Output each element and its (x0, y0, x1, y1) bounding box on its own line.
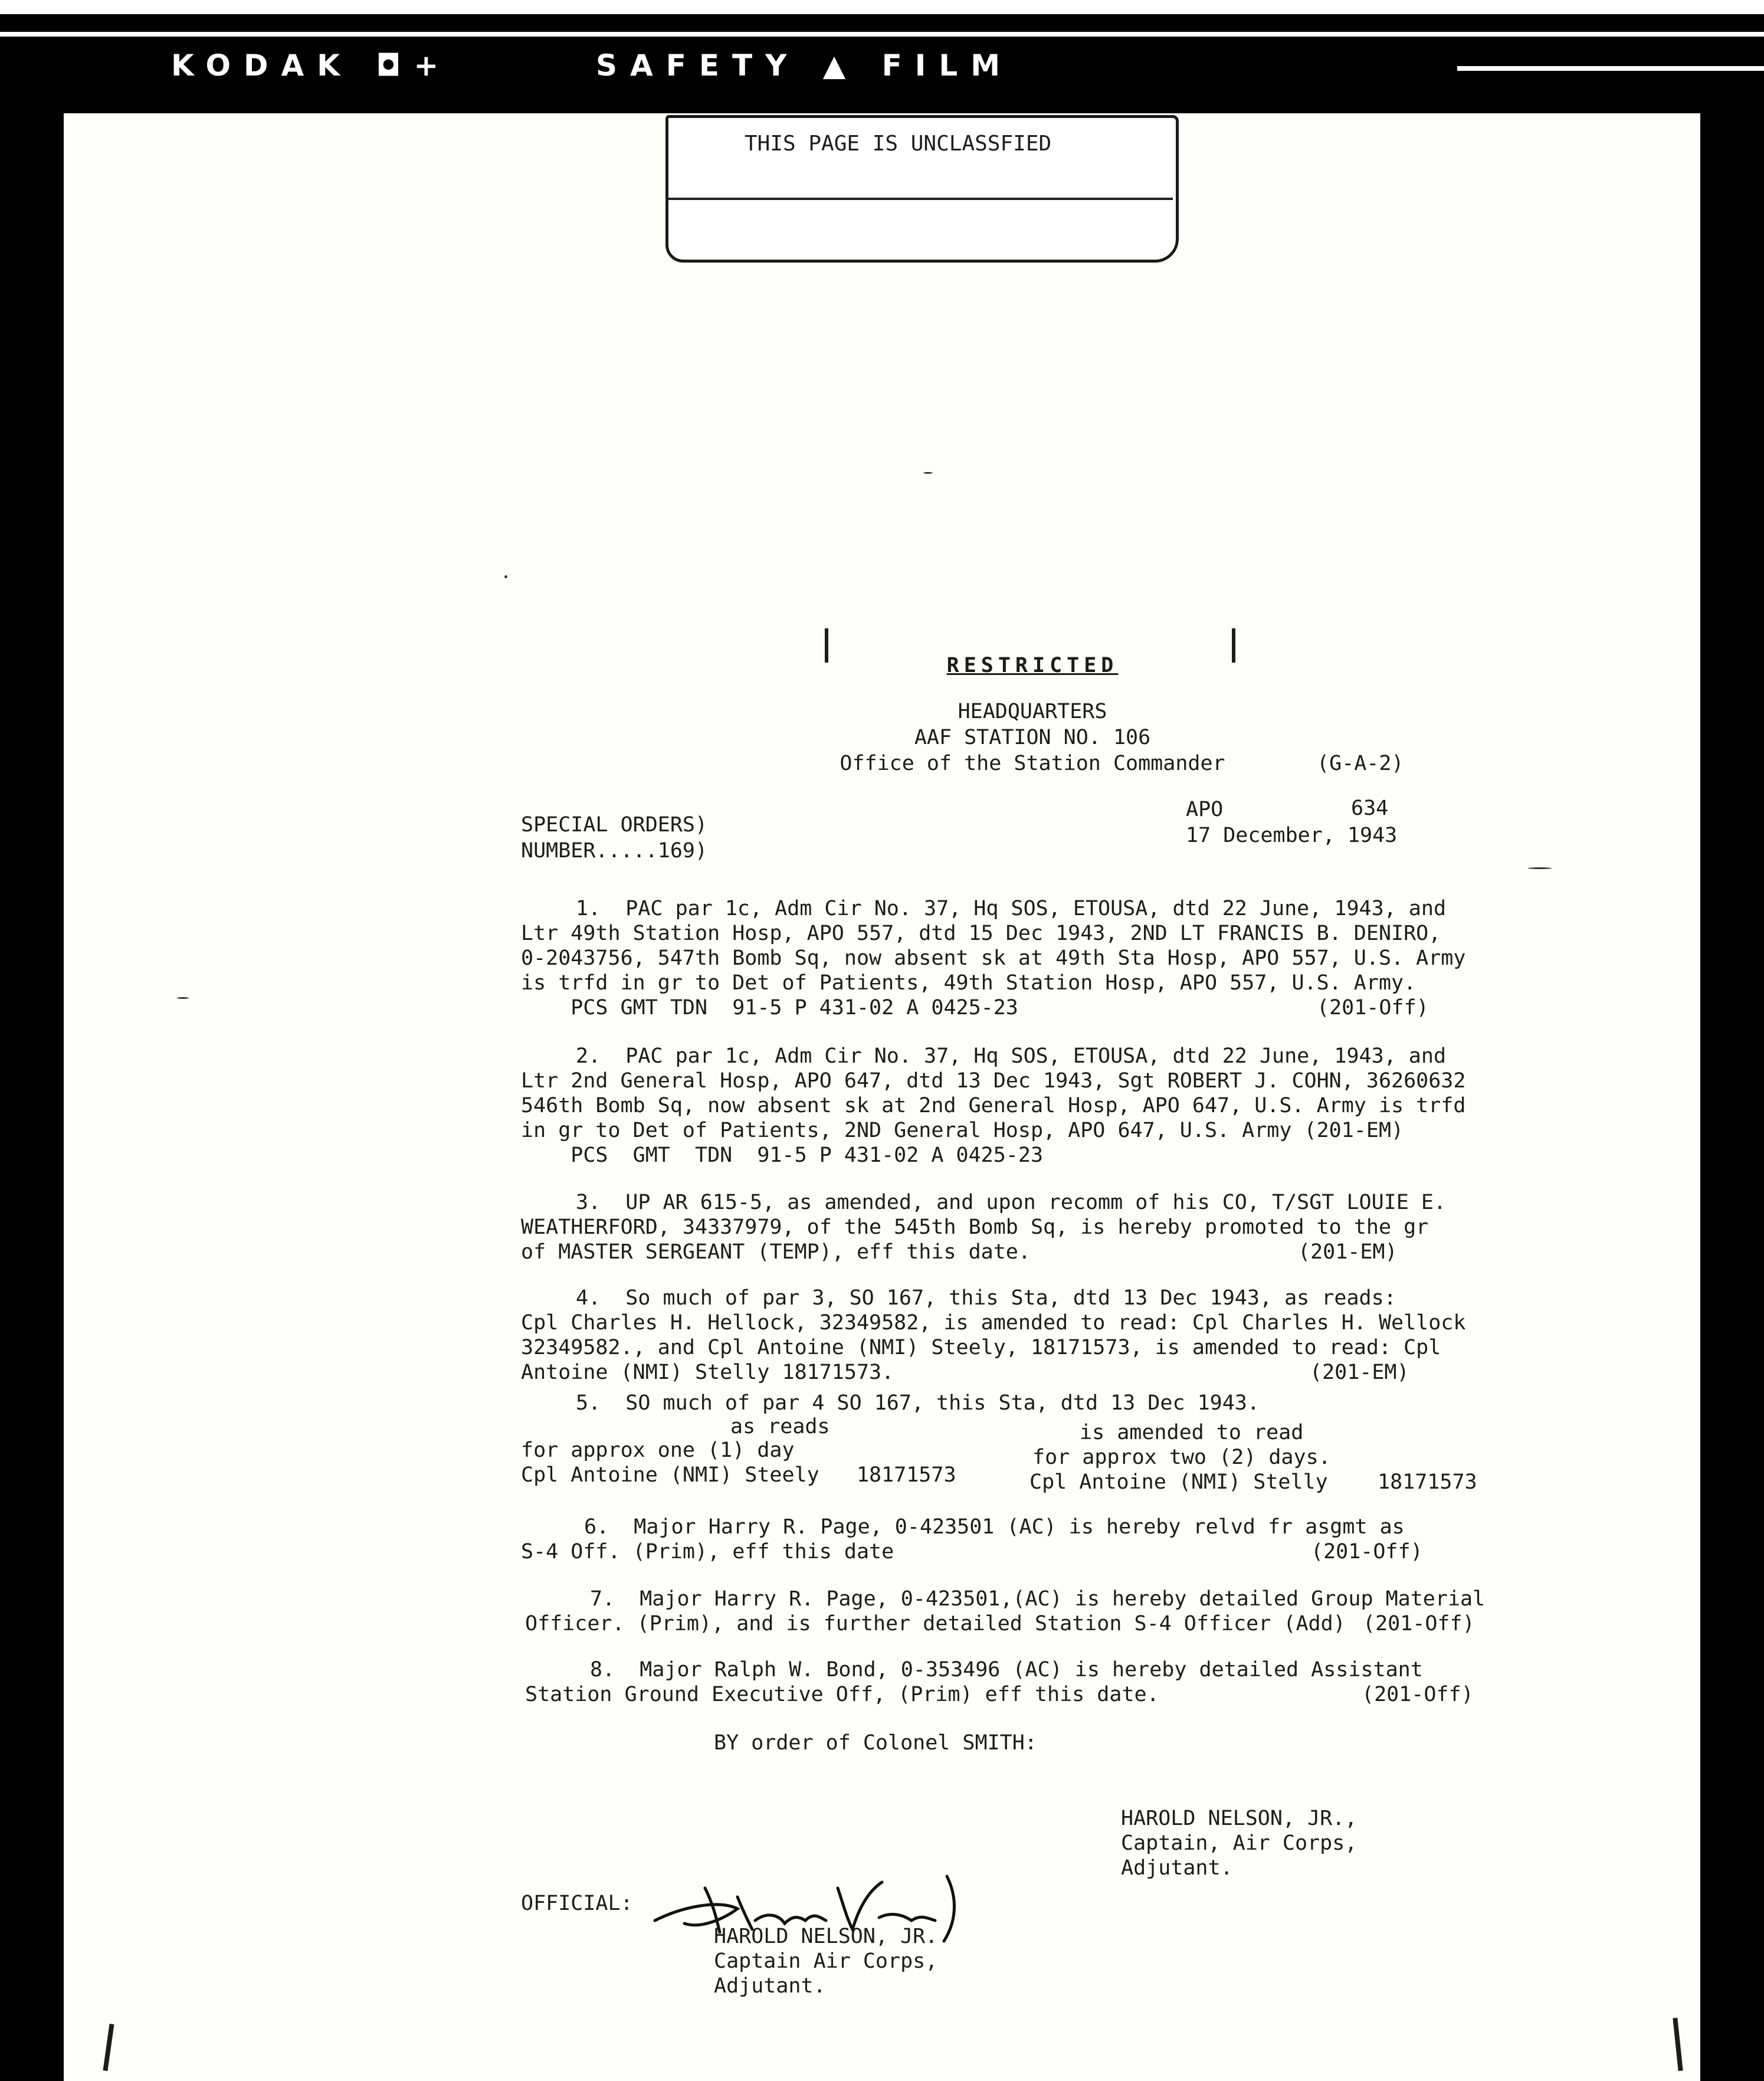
official-rank: Captain Air Corps, (714, 1949, 938, 1973)
amended-label: is amended to read (1080, 1421, 1304, 1444)
signer-name: HAROLD NELSON, JR., (1121, 1807, 1358, 1830)
film-border-line (0, 32, 1764, 37)
station-heading: AAF STATION NO. 106 (914, 726, 1151, 749)
as-reads-label: as reads (730, 1415, 830, 1438)
paragraph-1-line: is trfd in gr to Det of Patients, 49th Station Hosp, APO 557, U.S. Army. (521, 971, 1417, 995)
paragraph-6-line: 6. Major Harry R. Page, 0-423501 (AC) is hereby relvd fr asgmt as (584, 1515, 1405, 1539)
apo-number: 634 (1351, 797, 1389, 820)
paragraph-6-file-code: (201-Off) (1311, 1540, 1423, 1564)
paragraph-8-line: 8. Major Ralph W. Bond, 0-353496 (AC) is hereby detailed Assistant (590, 1658, 1423, 1682)
film-edge-text-right: SAFETY ▲ FILM (596, 48, 1013, 83)
paragraph-1-line: 1. PAC par 1c, Adm Cir No. 37, Hq SOS, ETOUSA, dtd 22 June, 1943, and (576, 897, 1447, 920)
paragraph-1-line: Ltr 49th Station Hosp, APO 557, dtd 15 Dec 1943, 2ND LT FRANCIS B. DENIRO, (521, 922, 1441, 945)
paragraph-2-line: 546th Bomb Sq, now absent sk at 2nd General Hosp, APO 647, U.S. Army is trfd (521, 1094, 1466, 1117)
film-edge-dash (1457, 66, 1764, 71)
paragraph-8-line: Station Ground Executive Off, (Prim) eff this date. (525, 1683, 1159, 1706)
paragraph-3-file-code: (201-EM) (1298, 1240, 1398, 1264)
paragraph-5-intro: 5. SO much of par 4 SO 167, this Sta, dtd 13 Dec 1943. (576, 1391, 1260, 1415)
apo-label: APO (1186, 798, 1224, 821)
paragraph-4-line: 32349582., and Cpl Antoine (NMI) Steely, 18171573, is amended to read: Cpl (521, 1336, 1441, 1359)
speck-mark (177, 997, 189, 999)
paragraph-2-line: PCS GMT TDN 91-5 P 431-02 A 0425-23 (521, 1143, 1044, 1167)
paragraph-4-file-code: (201-EM) (1310, 1361, 1409, 1384)
paragraph-4-line: 4. So much of par 3, SO 167, this Sta, dtd 13 Dec 1943, as reads: (576, 1286, 1396, 1310)
paragraph-3-line: WEATHERFORD, 34337979, of the 545th Bomb Sq, is hereby promoted to the gr (521, 1215, 1429, 1239)
speck-mark (1528, 867, 1552, 869)
speck-mark (923, 472, 933, 474)
file-code: (G-A-2) (1317, 752, 1404, 775)
film-edge-text-left: KODAK ◘+ (171, 48, 452, 83)
orders-number-label: NUMBER.....169) (521, 839, 708, 863)
film-strip-top (0, 0, 1764, 118)
paragraph-3-line: 3. UP AR 615-5, as amended, and upon recomm of his CO, T/SGT LOUIE E. (576, 1191, 1447, 1214)
official-title: Adjutant. (714, 1974, 826, 1998)
paragraph-2-line: 2. PAC par 1c, Adm Cir No. 37, Hq SOS, ETOUSA, dtd 22 June, 1943, and (576, 1044, 1447, 1068)
by-order-line: BY order of Colonel SMITH: (714, 1731, 1037, 1755)
paragraph-5-new-name: Cpl Antoine (NMI) Stelly 18171573 (1029, 1470, 1477, 1494)
paragraph-1-line: 0-2043756, 547th Bomb Sq, now absent sk at 49th Sta Hosp, APO 557, U.S. Army (521, 946, 1466, 970)
signer-title: Adjutant. (1121, 1856, 1233, 1880)
paragraph-7-line: 7. Major Harry R. Page, 0-423501,(AC) is hereby detailed Group Material (590, 1587, 1486, 1611)
paragraph-5-old-name: Cpl Antoine (NMI) Steely 18171573 (521, 1463, 956, 1487)
paragraph-7-line: Officer. (Prim), and is further detailed Station S-4 Officer (Add) (525, 1612, 1346, 1636)
speck-mark (504, 575, 507, 578)
special-orders-label: SPECIAL ORDERS) (521, 813, 708, 837)
office-heading: Office of the Station Commander (840, 752, 1225, 775)
paragraph-3-line: of MASTER SERGEANT (TEMP), eff this date. (521, 1240, 1031, 1264)
stamp-divider (665, 115, 1173, 200)
official-name: HAROLD NELSON, JR. (714, 1925, 938, 1948)
restricted-heading: RESTRICTED (946, 654, 1119, 677)
official-label: OFFICIAL: (521, 1892, 633, 1915)
orders-date: 17 December, 1943 (1186, 824, 1398, 847)
unclassified-stamp-text: THIS PAGE IS UNCLASSFIED (745, 132, 1052, 156)
paragraph-4-line: Antoine (NMI) Stelly 18171573. (521, 1361, 894, 1384)
film-border-line (0, 0, 1764, 14)
paragraph-7-file-code: (201-Off) (1363, 1612, 1475, 1636)
paragraph-5-old-duration: for approx one (1) day (521, 1438, 795, 1462)
hq-heading: HEADQUARTERS (958, 700, 1107, 723)
paragraph-4-line: Cpl Charles H. Hellock, 32349582, is amended to read: Cpl Charles H. Wellock (521, 1311, 1466, 1335)
paragraph-1-file-code: (201-Off) (1317, 996, 1429, 1020)
paragraph-1-line: PCS GMT TDN 91-5 P 431-02 A 0425-23 (521, 996, 1018, 1020)
paragraph-8-file-code: (201-Off) (1362, 1683, 1474, 1706)
paragraph-2-line: in gr to Det of Patients, 2ND General Hosp, APO 647, U.S. Army (201-EM) (521, 1119, 1404, 1142)
paragraph-2-line: Ltr 2nd General Hosp, APO 647, dtd 13 Dec 1943, Sgt ROBERT J. COHN, 36260632 (521, 1069, 1466, 1093)
paragraph-5-new-duration: for approx two (2) days. (1032, 1446, 1331, 1469)
signer-rank: Captain, Air Corps, (1121, 1831, 1358, 1855)
paragraph-6-line: S-4 Off. (Prim), eff this date (521, 1540, 894, 1564)
